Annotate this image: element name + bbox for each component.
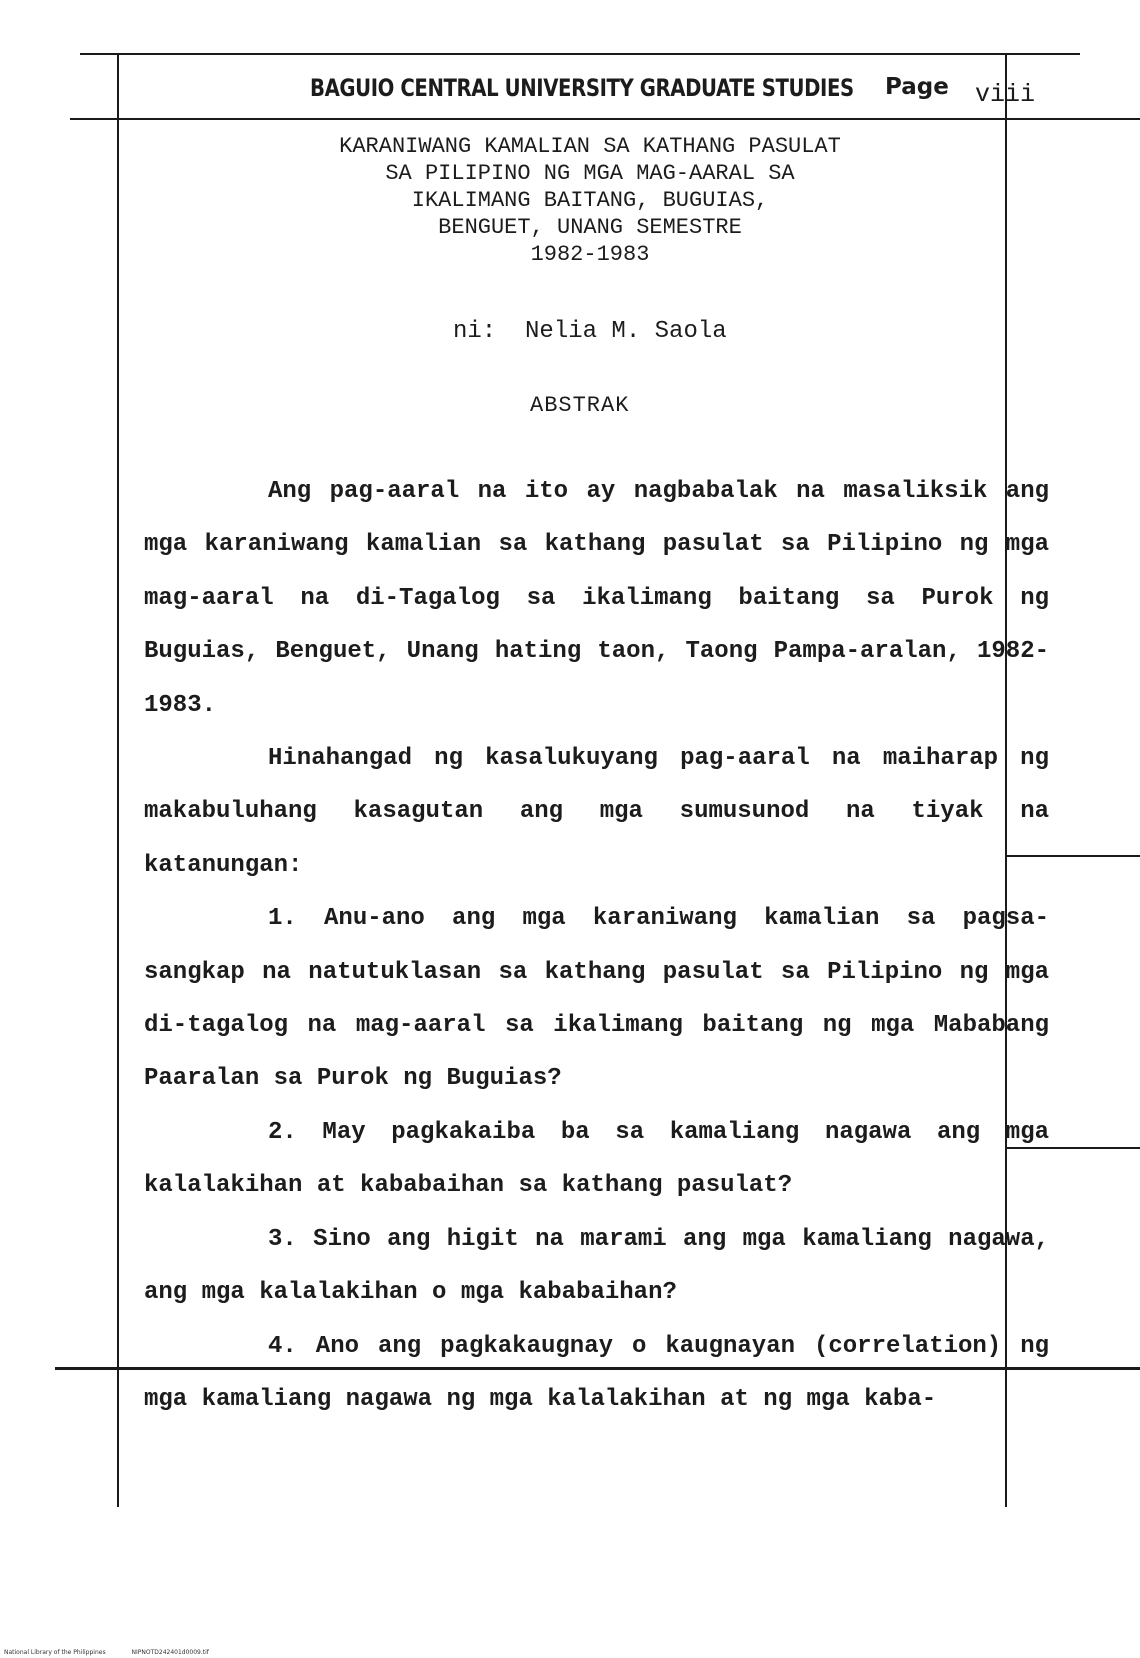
title-line: BENGUET, UNANG SEMESTRE xyxy=(438,215,742,240)
top-rule xyxy=(80,53,1080,55)
library-credit: National Library of the Philippines xyxy=(4,1649,106,1656)
title-line: IKALIMANG BAITANG, BUGUIAS, xyxy=(411,188,769,213)
scan-file-id: NIPNOTD242401d0009.tif xyxy=(131,1649,209,1656)
title-line: KARANIWANG KAMALIAN SA KATHANG PASULAT xyxy=(339,134,841,159)
page-number: viii xyxy=(975,80,1036,109)
abstract-body xyxy=(144,465,1049,1426)
page-label: Page xyxy=(885,74,949,100)
abstract-paragraph: Ang pag-aaral na ito ay nagbabalak na masaliksik ang mga karaniwang kamalian sa kathang pasulat sa Pilipino ng mga mag-aaral na di-Tagalog sa ikalimang baitang sa Purok ng Buguias, Benguet, Unang hating taon, Taong Pampa-aralan, 1982-1983. xyxy=(144,478,1049,719)
thesis-title xyxy=(240,133,940,268)
scan-footer xyxy=(4,1649,233,1656)
left-margin-rule xyxy=(117,55,119,1507)
title-line: SA PILIPINO NG MGA MAG-AARAL SA xyxy=(385,161,795,186)
author-byline: ni: Nelia M. Saola xyxy=(453,318,727,345)
title-line: 1982-1983 xyxy=(530,242,650,267)
question-item: 1. Anu-ano ang mga karaniwang kamalian sa pagsa-sangkap na natutuklasan sa kathang pasulat sa Pilipino ng mga di-tagalog na mag-aaral sa ikalimang baitang ng mga Mababang Paaralan sa Purok ng Buguias? xyxy=(144,905,1049,1093)
question-item: 4. Ano ang pagkakaugnay o kaugnayan (correlation) ng mga kamaliang nagawa ng mga kalalakihan at ng mga kaba- xyxy=(144,1332,1049,1413)
question-item: 3. Sino ang higit na marami ang mga kamaliang nagawa, ang mga kalalakihan o mga kababaihan? xyxy=(144,1225,1049,1307)
question-item: 2. May pagkakaiba ba sa kamaliang nagawa ang mga kalalakihan at kababaihan sa kathang pasulat? xyxy=(144,1118,1049,1200)
abstract-heading: ABSTRAK xyxy=(530,393,630,418)
header-bottom-rule xyxy=(70,118,1140,120)
institution-header: BAGUIO CENTRAL UNIVERSITY GRADUATE STUDIES xyxy=(310,74,854,102)
abstract-paragraph: Hinahangad ng kasalukuyang pag-aaral na maiharap ng makabuluhang kasagutan ang mga sumusunod na tiyak na katanungan: xyxy=(144,745,1049,879)
